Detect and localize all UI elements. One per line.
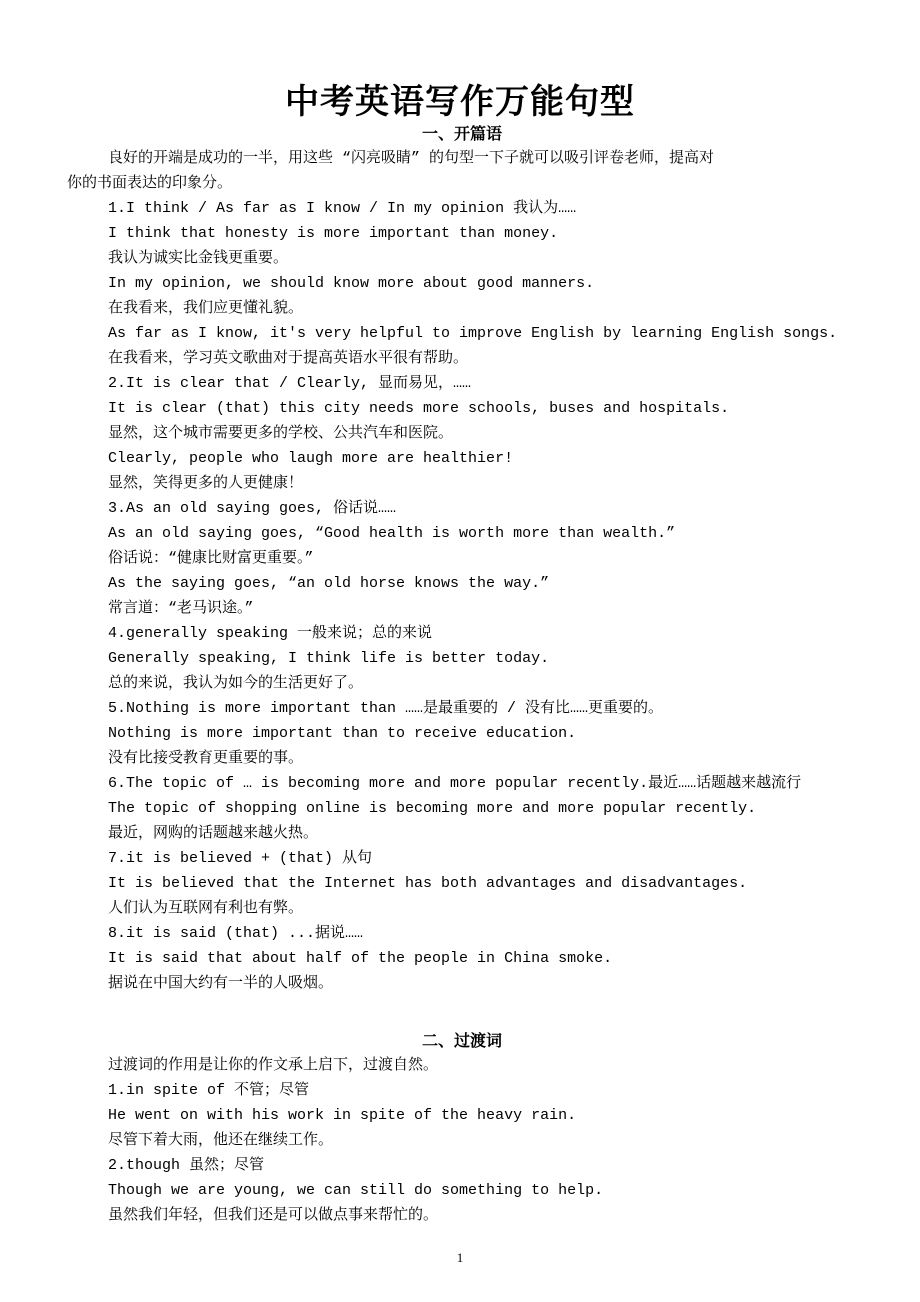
text-line: Clearly, people who laugh more are healthier! <box>108 450 514 467</box>
text-line: 2.It is clear that / Clearly, 显而易见，…… <box>108 375 472 392</box>
text-line: Generally speaking, I think life is better today. <box>108 650 550 667</box>
text-line: 在我看来，我们应更懂礼貌。 <box>108 300 304 317</box>
text-line: It is clear (that) this city needs more schools, buses and hospitals. <box>108 400 730 417</box>
text-line: 俗话说：“健康比财富更重要。” <box>108 550 314 567</box>
text-line: Nothing is more important than to receive education. <box>108 725 577 742</box>
page-number: 1 <box>456 1250 464 1265</box>
text-line: 7.it is believed + (that) 从句 <box>108 850 373 867</box>
text-line: 人们认为互联网有利也有弊。 <box>108 900 304 917</box>
text-line: 显然，这个城市需要更多的学校、公共汽车和医院。 <box>108 425 454 442</box>
text-line: 1.in spite of 不管；尽管 <box>108 1082 310 1099</box>
text-line: 虽然我们年轻，但我们还是可以做点事来帮忙的。 <box>108 1207 439 1224</box>
text-line: 没有比接受教育更重要的事。 <box>108 750 304 767</box>
text-line: 我认为诚实比金钱更重要。 <box>108 250 289 267</box>
text-line: 最近，网购的话题越来越火热。 <box>108 825 319 842</box>
text-line: 8.it is said (that) ...据说…… <box>108 925 364 942</box>
text-line: 2.though 虽然；尽管 <box>108 1157 265 1174</box>
text-line: Though we are young, we can still do something to help. <box>108 1182 604 1199</box>
section-heading: 一、开篇语 <box>421 124 502 143</box>
text-line: In my opinion, we should know more about good manners. <box>108 275 595 292</box>
text-line: He went on with his work in spite of the heavy rain. <box>108 1107 577 1124</box>
section-transition-words <box>67 1028 857 1228</box>
text-line: 过渡词的作用是让你的作文承上启下，过渡自然。 <box>108 1057 439 1074</box>
text-line: 尽管下着大雨，他还在继续工作。 <box>108 1132 334 1149</box>
text-line: 良好的开端是成功的一半，用这些 “闪亮吸睛” 的句型一下子就可以吸引评卷老师，提高对 <box>108 150 715 167</box>
text-line: 4.generally speaking 一般来说；总的来说 <box>108 625 433 642</box>
text-line: 总的来说，我认为如今的生活更好了。 <box>108 675 364 692</box>
text-line: As an old saying goes, “Good health is worth more than wealth.” <box>108 525 676 542</box>
document-title: 中考英语写作万能句型 <box>285 82 635 122</box>
text-line: I think that honesty is more important than money. <box>108 225 559 242</box>
text-line: 你的书面表达的印象分。 <box>67 175 233 192</box>
text-line: As far as I know, it's very helpful to improve English by learning English songs. <box>108 325 838 342</box>
section-opening-sentences <box>67 121 857 996</box>
text-line: As the saying goes, “an old horse knows the way.” <box>108 575 550 592</box>
text-line: 在我看来，学习英文歌曲对于提高英语水平很有帮助。 <box>108 350 469 367</box>
text-line: 常言道：“老马识途。” <box>108 600 254 617</box>
text-line: The topic of shopping online is becoming more and more popular recently. <box>108 800 757 817</box>
text-line: 显然，笑得更多的人更健康！ <box>108 475 304 492</box>
text-line: 据说在中国大约有一半的人吸烟。 <box>108 975 334 992</box>
text-line: 3.As an old saying goes, 俗话说…… <box>108 500 397 517</box>
text-line: 5.Nothing is more important than ……是最重要的 / 没有比……更重要的。 <box>108 700 664 717</box>
text-line: 1.I think / As far as I know / In my opinion 我认为…… <box>108 200 577 217</box>
text-line: 6.The topic of … is becoming more and more popular recently.最近……话题越来越流行 <box>108 775 802 792</box>
text-line: It is said that about half of the people in China smoke. <box>108 950 613 967</box>
text-line: It is believed that the Internet has both advantages and disadvantages. <box>108 875 748 892</box>
section-heading: 二、过渡词 <box>421 1031 502 1050</box>
